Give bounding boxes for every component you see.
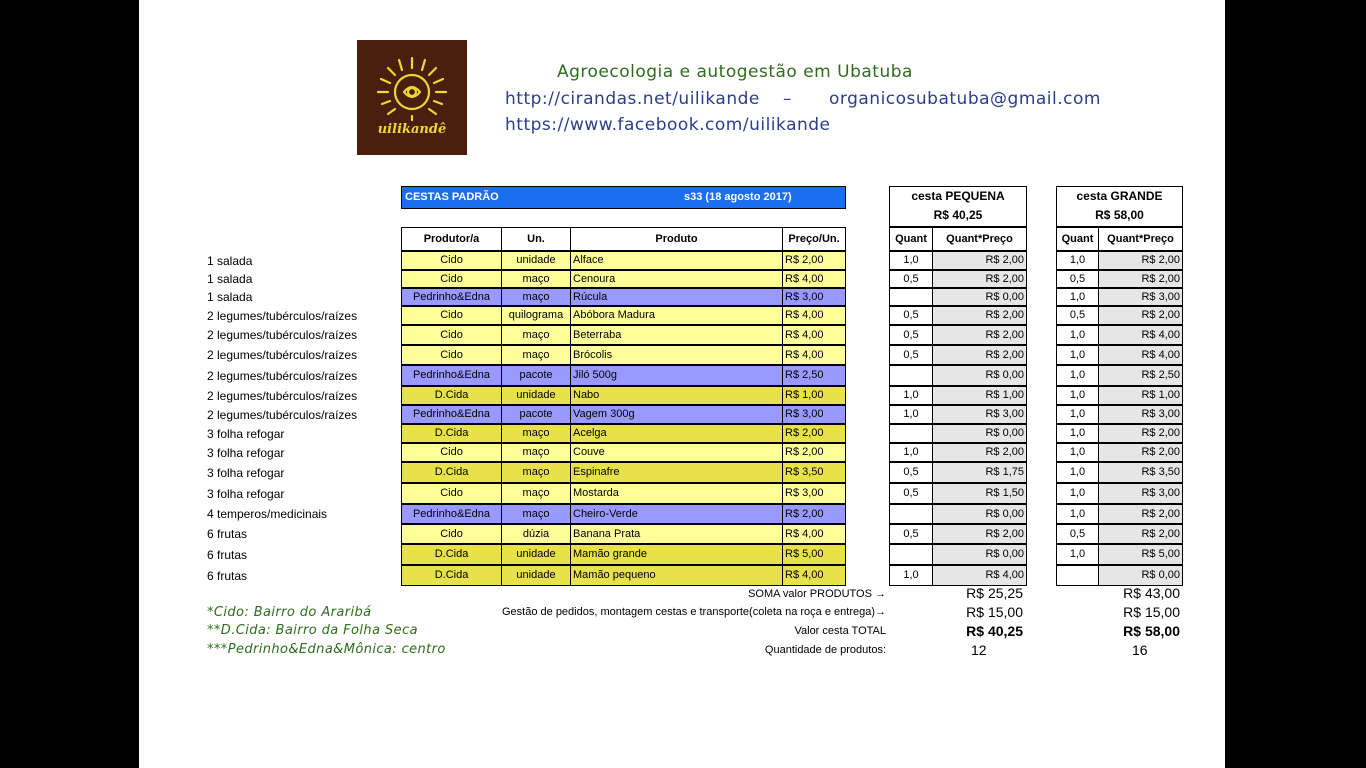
- cell-price: R$ 4,00: [782, 565, 846, 586]
- small-total: R$ 1,00: [932, 386, 1027, 405]
- small-quant: 1,0: [889, 251, 933, 270]
- cell-item: Abóbora Madura: [570, 306, 783, 325]
- tagline: Agroecologia e autogestão em Ubatuba: [557, 62, 913, 82]
- cell-un: quilograma: [501, 306, 571, 325]
- small-quant: 1,0: [889, 443, 933, 462]
- cell-item: Cenoura: [570, 270, 783, 288]
- cell-un: maço: [501, 288, 571, 306]
- small-quant: 0,5: [889, 270, 933, 288]
- cell-prod: Cido: [401, 251, 502, 270]
- col-small-total: Quant*Preço: [932, 227, 1027, 251]
- cell-prod: Cido: [401, 270, 502, 288]
- small-total: R$ 0,00: [932, 288, 1027, 306]
- large-total: R$ 2,00: [1098, 306, 1183, 325]
- small-quant: 1,0: [889, 565, 933, 586]
- large-quant: 1,0: [1056, 365, 1099, 386]
- category-label: 1 salada: [207, 272, 253, 286]
- cell-price: R$ 2,50: [782, 365, 846, 386]
- cell-prod: D.Cida: [401, 565, 502, 586]
- cell-prod: Pedrinho&Edna: [401, 405, 502, 424]
- col-small-quant: Quant: [889, 227, 933, 251]
- cell-price: R$ 3,00: [782, 405, 846, 424]
- col-large-total: Quant*Preço: [1098, 227, 1183, 251]
- col-unidade: Un.: [501, 227, 571, 251]
- category-label: 2 legumes/tubérculos/raízes: [207, 348, 358, 362]
- large-quant: 1,0: [1056, 288, 1099, 306]
- cell-prod: D.Cida: [401, 424, 502, 443]
- large-quant: 1,0: [1056, 424, 1099, 443]
- category-label: 4 temperos/medicinais: [207, 507, 328, 521]
- category-label: 6 frutas: [207, 527, 248, 541]
- cell-prod: D.Cida: [401, 544, 502, 565]
- cell-price: R$ 2,00: [782, 251, 846, 270]
- large-total: R$ 3,50: [1098, 462, 1183, 483]
- category-label: 6 frutas: [207, 548, 248, 562]
- cirandas-link[interactable]: http://cirandas.net/uilikande: [505, 89, 760, 109]
- category-label: 2 legumes/tubérculos/raízes: [207, 389, 358, 403]
- cell-item: Beterraba: [570, 325, 783, 345]
- large-quant: 1,0: [1056, 405, 1099, 424]
- small-total: R$ 2,00: [932, 345, 1027, 365]
- cell-un: dúzia: [501, 524, 571, 544]
- category-label: 1 salada: [207, 290, 253, 304]
- cell-un: maço: [501, 443, 571, 462]
- cell-price: R$ 3,00: [782, 288, 846, 306]
- cell-prod: Cido: [401, 443, 502, 462]
- col-large-quant: Quant: [1056, 227, 1099, 251]
- cell-prod: Pedrinho&Edna: [401, 504, 502, 524]
- cell-item: Mostarda: [570, 483, 783, 504]
- cell-price: R$ 4,00: [782, 270, 846, 288]
- category-label: 1 salada: [207, 254, 253, 268]
- cell-un: unidade: [501, 251, 571, 270]
- cell-item: Brócolis: [570, 345, 783, 365]
- total-large: R$ 58,00: [1123, 623, 1180, 639]
- large-quant: 1,0: [1056, 544, 1099, 565]
- cell-item: Jiló 500g: [570, 365, 783, 386]
- small-quant: 0,5: [889, 306, 933, 325]
- small-basket-header: [889, 186, 1027, 227]
- large-total: R$ 4,00: [1098, 325, 1183, 345]
- small-quant: 0,5: [889, 325, 933, 345]
- cell-item: Banana Prata: [570, 524, 783, 544]
- small-total: R$ 0,00: [932, 365, 1027, 386]
- cell-price: R$ 2,00: [782, 443, 846, 462]
- large-total: R$ 4,00: [1098, 345, 1183, 365]
- cell-item: Mamão pequeno: [570, 565, 783, 586]
- gestao-large: R$ 15,00: [1123, 604, 1180, 620]
- cell-prod: Cido: [401, 483, 502, 504]
- cell-prod: D.Cida: [401, 462, 502, 483]
- category-label: 2 legumes/tubérculos/raízes: [207, 369, 358, 383]
- large-total: R$ 2,00: [1098, 443, 1183, 462]
- table-title: CESTAS PADRÃO: [405, 191, 499, 203]
- facebook-link[interactable]: https://www.facebook.com/uilikande: [505, 115, 831, 135]
- cell-price: R$ 2,00: [782, 424, 846, 443]
- qty-small: 12: [971, 642, 987, 658]
- large-total: R$ 3,00: [1098, 483, 1183, 504]
- cell-prod: Cido: [401, 345, 502, 365]
- small-total: R$ 0,00: [932, 424, 1027, 443]
- legend-dcida: **D.Cida: Bairro da Folha Seca: [207, 623, 418, 638]
- small-total: R$ 2,00: [932, 251, 1027, 270]
- small-total: R$ 2,00: [932, 325, 1027, 345]
- cell-un: unidade: [501, 565, 571, 586]
- small-total: R$ 0,00: [932, 504, 1027, 524]
- large-quant: 0,5: [1056, 306, 1099, 325]
- large-total: R$ 2,00: [1098, 270, 1183, 288]
- cell-un: maço: [501, 325, 571, 345]
- cell-prod: Pedrinho&Edna: [401, 365, 502, 386]
- large-quant: 0,5: [1056, 270, 1099, 288]
- legend-pedrinho: ***Pedrinho&Edna&Mônica: centro: [207, 642, 446, 657]
- small-basket-price: R$ 40,25: [933, 208, 983, 222]
- title-bar: [401, 186, 846, 209]
- cell-item: Acelga: [570, 424, 783, 443]
- cell-price: R$ 3,50: [782, 462, 846, 483]
- cell-prod: Cido: [401, 524, 502, 544]
- cell-un: maço: [501, 483, 571, 504]
- large-total: R$ 2,00: [1098, 524, 1183, 544]
- gestao-label: Gestão de pedidos, montagem cestas e transporte(coleta na roça e entrega)→: [502, 606, 886, 618]
- category-label: 2 legumes/tubérculos/raízes: [207, 309, 358, 323]
- small-total: R$ 1,75: [932, 462, 1027, 483]
- total-small: R$ 40,25: [966, 623, 1023, 639]
- small-total: R$ 2,00: [932, 524, 1027, 544]
- small-quant: 1,0: [889, 405, 933, 424]
- soma-label: SOMA valor PRODUTOS →: [748, 588, 886, 600]
- cell-item: Nabo: [570, 386, 783, 405]
- small-quant: 0,5: [889, 524, 933, 544]
- small-total: R$ 2,00: [932, 306, 1027, 325]
- cell-un: unidade: [501, 386, 571, 405]
- cell-price: R$ 4,00: [782, 345, 846, 365]
- cell-price: R$ 5,00: [782, 544, 846, 565]
- cell-price: R$ 2,00: [782, 504, 846, 524]
- small-quant: [889, 288, 933, 306]
- large-basket-header: [1056, 186, 1183, 227]
- logo-text: uilikandê: [377, 122, 447, 137]
- small-total: R$ 2,00: [932, 270, 1027, 288]
- cell-un: maço: [501, 462, 571, 483]
- category-label: 3 folha refogar: [207, 427, 285, 441]
- small-basket-name: cesta PEQUENA: [911, 189, 1005, 203]
- sun-icon: [357, 40, 467, 155]
- cell-un: pacote: [501, 365, 571, 386]
- cell-prod: Cido: [401, 306, 502, 325]
- cell-prod: D.Cida: [401, 386, 502, 405]
- large-total: R$ 2,00: [1098, 504, 1183, 524]
- week-label: s33 (18 agosto 2017): [684, 191, 792, 203]
- cell-prod: Pedrinho&Edna: [401, 288, 502, 306]
- large-quant: 1,0: [1056, 251, 1099, 270]
- small-total: R$ 4,00: [932, 565, 1027, 586]
- small-total: R$ 3,00: [932, 405, 1027, 424]
- soma-large: R$ 43,00: [1123, 585, 1180, 601]
- cell-item: Espinafre: [570, 462, 783, 483]
- large-total: R$ 1,00: [1098, 386, 1183, 405]
- email-link[interactable]: organicosubatuba@gmail.com: [829, 89, 1101, 109]
- total-label: Valor cesta TOTAL: [794, 625, 886, 637]
- category-label: 3 folha refogar: [207, 487, 285, 501]
- soma-small: R$ 25,25: [966, 585, 1023, 601]
- cell-item: Alface: [570, 251, 783, 270]
- cell-prod: Cido: [401, 325, 502, 345]
- page: [139, 0, 1225, 768]
- legend-cido: *Cido: Bairro do Araribá: [207, 605, 372, 620]
- separator-dash: –: [783, 89, 792, 109]
- large-total: R$ 2,00: [1098, 251, 1183, 270]
- large-basket-name: cesta GRANDE: [1076, 189, 1163, 203]
- small-quant: 0,5: [889, 483, 933, 504]
- gestao-small: R$ 15,00: [966, 604, 1023, 620]
- cell-price: R$ 4,00: [782, 325, 846, 345]
- cell-price: R$ 4,00: [782, 524, 846, 544]
- large-quant: 1,0: [1056, 504, 1099, 524]
- large-quant: 1,0: [1056, 386, 1099, 405]
- qty-label: Quantidade de produtos:: [764, 644, 886, 656]
- category-label: 2 legumes/tubérculos/raízes: [207, 328, 358, 342]
- large-quant: 1,0: [1056, 483, 1099, 504]
- cell-item: Vagem 300g: [570, 405, 783, 424]
- large-total: R$ 3,00: [1098, 288, 1183, 306]
- large-total: R$ 2,00: [1098, 424, 1183, 443]
- cell-item: Mamão grande: [570, 544, 783, 565]
- large-quant: 1,0: [1056, 325, 1099, 345]
- small-quant: 1,0: [889, 386, 933, 405]
- large-total: R$ 3,00: [1098, 405, 1183, 424]
- large-basket-price: R$ 58,00: [1095, 208, 1144, 222]
- small-quant: 0,5: [889, 345, 933, 365]
- category-label: 3 folha refogar: [207, 466, 285, 480]
- cell-price: R$ 1,00: [782, 386, 846, 405]
- small-quant: [889, 365, 933, 386]
- large-quant: 0,5: [1056, 524, 1099, 544]
- small-quant: [889, 544, 933, 565]
- small-total: R$ 0,00: [932, 544, 1027, 565]
- cell-un: pacote: [501, 405, 571, 424]
- col-produto: Produto: [570, 227, 783, 251]
- cell-price: R$ 3,00: [782, 483, 846, 504]
- col-produtor: Produtor/a: [401, 227, 502, 251]
- col-preco: Preço/Un.: [782, 227, 846, 251]
- cell-item: Couve: [570, 443, 783, 462]
- small-quant: [889, 424, 933, 443]
- cell-un: maço: [501, 270, 571, 288]
- large-total: R$ 5,00: [1098, 544, 1183, 565]
- cell-item: Cheiro-Verde: [570, 504, 783, 524]
- small-quant: 0,5: [889, 462, 933, 483]
- category-label: 2 legumes/tubérculos/raízes: [207, 408, 358, 422]
- category-label: 6 frutas: [207, 569, 248, 583]
- cell-price: R$ 4,00: [782, 306, 846, 325]
- small-total: R$ 2,00: [932, 443, 1027, 462]
- cell-un: maço: [501, 424, 571, 443]
- category-label: 3 folha refogar: [207, 446, 285, 460]
- large-total: R$ 2,50: [1098, 365, 1183, 386]
- cell-un: maço: [501, 345, 571, 365]
- large-quant: 1,0: [1056, 345, 1099, 365]
- uilikande-logo: [357, 40, 467, 155]
- cell-un: maço: [501, 504, 571, 524]
- small-quant: [889, 504, 933, 524]
- large-quant: [1056, 565, 1099, 586]
- cell-un: unidade: [501, 544, 571, 565]
- cell-item: Rúcula: [570, 288, 783, 306]
- large-total: R$ 0,00: [1098, 565, 1183, 586]
- large-quant: 1,0: [1056, 462, 1099, 483]
- large-quant: 1,0: [1056, 443, 1099, 462]
- qty-large: 16: [1132, 642, 1148, 658]
- small-total: R$ 1,50: [932, 483, 1027, 504]
